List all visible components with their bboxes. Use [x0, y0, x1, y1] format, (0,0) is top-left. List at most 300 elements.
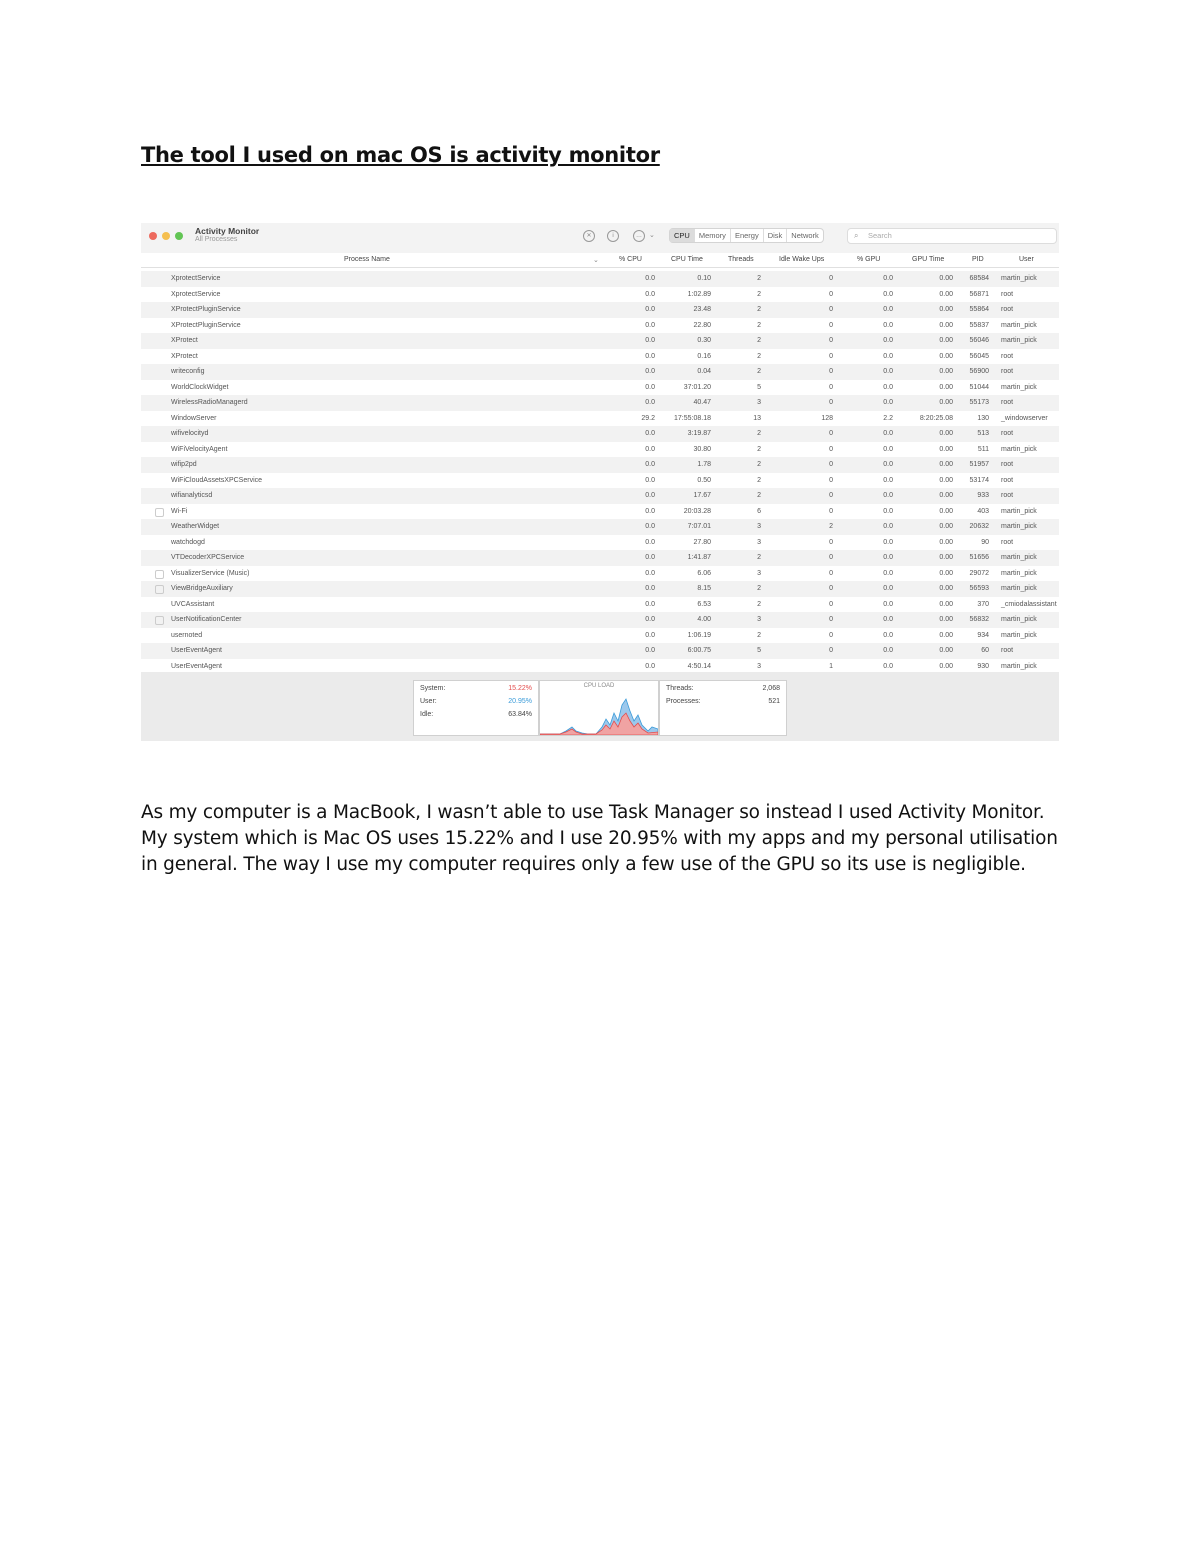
pid-cell: 20632	[969, 523, 989, 530]
gpu-percent-cell: 0.0	[883, 352, 893, 360]
gpu-percent-cell: 0.0	[883, 647, 893, 654]
user-cell: root	[1001, 461, 1014, 468]
gpu-percent-cell: 0.0	[883, 492, 893, 499]
threads-cell: 2	[757, 585, 761, 592]
table-row[interactable]	[141, 535, 1059, 551]
threads-cell: 2	[757, 368, 761, 375]
threads-cell: 2	[757, 476, 761, 484]
pid-cell: 56593	[969, 585, 989, 592]
gpu-time-cell: 0.00	[939, 306, 953, 313]
user-cell: root	[1001, 476, 1014, 484]
threads-cell: 2	[757, 290, 761, 298]
zoom-window-icon[interactable]	[175, 232, 183, 240]
gpu-percent-cell: 0.0	[883, 290, 893, 298]
gpu-time-cell: 0.00	[939, 352, 953, 360]
idle-wake-ups-cell: 0	[829, 430, 833, 437]
process-name-cell: UVCAssistant	[171, 600, 215, 608]
idle-wake-ups-cell: 0	[829, 554, 833, 561]
gpu-percent-cell: 0.0	[883, 631, 893, 639]
search-input[interactable]	[847, 228, 1057, 244]
stop-process-icon[interactable]: ✕	[583, 230, 595, 242]
idle-wake-ups-cell: 128	[821, 414, 833, 422]
idle-wake-ups-cell: 0	[829, 321, 833, 329]
threads-cell: 2	[757, 337, 761, 344]
system-label: System:	[420, 685, 446, 692]
gpu-time-cell: 0.00	[939, 647, 953, 654]
threads-cell: 2	[757, 600, 761, 608]
cpu-percent-cell: 0.0	[645, 507, 655, 515]
cpu-percent-cell: 0.0	[645, 461, 655, 468]
threads-cell: 5	[757, 647, 761, 654]
table-row[interactable]	[141, 349, 1059, 365]
threads-cell: 3	[757, 616, 761, 623]
process-name-cell: writeconfig	[171, 368, 205, 375]
idle-wake-ups-cell: 0	[829, 306, 833, 313]
idle-wake-ups-cell: 0	[829, 399, 833, 406]
cpu-time-cell: 8.15	[697, 585, 711, 592]
cpu-time-cell: 0.04	[697, 368, 711, 375]
processes-value: 521	[768, 698, 780, 705]
col-idle-wake-ups[interactable]: Idle Wake Ups	[779, 256, 825, 263]
gpu-time-cell: 0.00	[939, 600, 953, 608]
process-name-cell: VisualizerService (Music)	[171, 569, 250, 577]
table-row[interactable]	[141, 333, 1059, 349]
table-row[interactable]	[141, 612, 1059, 628]
system-value: 15.22%	[508, 685, 532, 692]
pid-cell: 56900	[969, 368, 989, 375]
gpu-time-cell: 0.00	[939, 445, 953, 453]
tab-disk[interactable]: Disk	[764, 229, 788, 242]
gpu-percent-cell: 0.0	[883, 368, 893, 375]
threads-cell: 2	[757, 352, 761, 360]
user-label: User:	[420, 698, 437, 705]
idle-wake-ups-cell: 0	[829, 383, 833, 391]
gpu-percent-cell: 0.0	[883, 445, 893, 453]
idle-wake-ups-cell: 1	[829, 662, 833, 670]
user-cell: martin_pick	[1001, 662, 1037, 670]
pid-cell: 51656	[969, 554, 989, 561]
table-row[interactable]	[141, 488, 1059, 504]
idle-wake-ups-cell: 0	[829, 538, 833, 546]
pid-cell: 53174	[969, 476, 989, 484]
col-gpu-time[interactable]: GPU Time	[912, 256, 945, 263]
gpu-time-cell: 0.00	[939, 290, 953, 298]
user-cell: martin_pick	[1001, 523, 1037, 530]
idle-wake-ups-cell: 0	[829, 290, 833, 298]
gpu-time-cell: 0.00	[939, 461, 953, 468]
table-row[interactable]	[141, 581, 1059, 597]
cpu-percent-cell: 0.0	[645, 538, 655, 546]
cpu-percent-cell: 0.0	[645, 383, 655, 391]
process-name-cell: XprotectService	[171, 275, 221, 282]
cpu-percent-cell: 0.0	[645, 631, 655, 639]
cpu-time-cell: 17.67	[693, 492, 711, 499]
gpu-percent-cell: 0.0	[883, 306, 893, 313]
pid-cell: 930	[977, 662, 989, 670]
gpu-percent-cell: 0.0	[883, 600, 893, 608]
gpu-percent-cell: 0.0	[883, 399, 893, 406]
table-row[interactable]	[141, 504, 1059, 520]
tab-cpu[interactable]: CPU	[670, 229, 695, 242]
threads-label: Threads:	[666, 685, 694, 692]
gpu-time-cell: 0.00	[939, 662, 953, 670]
cpu-time-cell: 1:06.19	[687, 631, 711, 639]
body-paragraph: As my computer is a MacBook, I wasn’t able to use Task Manager so instead I used Activity Monitor. My system which is Mac OS uses 15.22% and I use 20.95% with my apps and my personal utilisation in general. The way I use my computer requires only a few use of the GPU so its use is negligible.	[141, 802, 1058, 875]
tab-memory[interactable]: Memory	[695, 229, 731, 242]
cpu-time-cell: 1:02.89	[687, 290, 711, 298]
cpu-percent-cell: 29.2	[641, 414, 655, 422]
table-row[interactable]	[141, 411, 1059, 427]
pid-cell: 56046	[969, 337, 989, 344]
table-row[interactable]	[141, 302, 1059, 318]
cpu-load-graph	[540, 691, 658, 735]
user-cell: martin_pick	[1001, 631, 1037, 639]
threads-cell: 3	[757, 538, 761, 546]
idle-wake-ups-cell: 0	[829, 585, 833, 592]
col-user[interactable]: User	[1019, 256, 1034, 263]
user-cell: root	[1001, 430, 1014, 437]
cpu-percentages-panel	[413, 680, 539, 736]
idle-wake-ups-cell: 0	[829, 569, 833, 577]
process-name-cell: WindowServer	[171, 414, 217, 422]
cpu-time-cell: 1:41.87	[687, 554, 711, 561]
table-row[interactable]	[141, 566, 1059, 582]
cpu-percent-cell: 0.0	[645, 476, 655, 484]
cpu-percent-cell: 0.0	[645, 306, 655, 313]
gpu-time-cell: 0.00	[939, 523, 953, 530]
process-table	[141, 271, 1059, 671]
pid-cell: 68584	[969, 275, 989, 282]
cpu-time-cell: 0.10	[697, 275, 711, 282]
process-name-cell: watchdogd	[171, 538, 205, 546]
process-name-cell: WorldClockWidget	[171, 383, 229, 391]
cpu-time-cell: 6.53	[697, 600, 711, 608]
process-name-cell: WiFiCloudAssetsXPCService	[171, 476, 263, 484]
threads-cell: 2	[757, 430, 761, 437]
process-name-cell: XProtectPluginService	[171, 321, 241, 329]
table-row[interactable]	[141, 442, 1059, 458]
cpu-time-cell: 1.78	[697, 461, 711, 468]
threads-cell: 2	[757, 461, 761, 468]
process-name-cell: WeatherWidget	[171, 523, 220, 530]
gpu-percent-cell: 0.0	[883, 321, 893, 329]
pid-cell: 933	[977, 492, 989, 499]
table-row[interactable]	[141, 426, 1059, 442]
process-name-cell: WirelessRadioManagerd	[171, 399, 248, 406]
cpu-time-cell: 6.06	[697, 569, 711, 577]
cpu-percent-cell: 0.0	[645, 647, 655, 654]
gpu-percent-cell: 2.2	[883, 414, 893, 422]
cpu-percent-cell: 0.0	[645, 321, 655, 329]
idle-wake-ups-cell: 0	[829, 368, 833, 375]
process-name-cell: XProtect	[171, 352, 198, 360]
gpu-time-cell: 0.00	[939, 383, 953, 391]
idle-wake-ups-cell: 0	[829, 631, 833, 639]
app-subtitle: All Processes	[195, 236, 238, 243]
user-cell: martin_pick	[1001, 554, 1037, 561]
cpu-time-cell: 40.47	[693, 399, 711, 406]
gpu-time-cell: 0.00	[939, 554, 953, 561]
gpu-percent-cell: 0.0	[883, 662, 893, 670]
chevron-down-icon[interactable]: ⌄	[649, 232, 655, 239]
process-name-cell: XProtect	[171, 337, 198, 344]
cpu-percent-cell: 0.0	[645, 430, 655, 437]
threads-cell: 5	[757, 383, 761, 391]
app-icon	[155, 570, 164, 579]
user-cell: _windowserver	[1001, 414, 1048, 422]
search-icon: ⌕	[854, 231, 859, 240]
user-cell: martin_pick	[1001, 616, 1037, 623]
gpu-time-cell: 0.00	[939, 585, 953, 592]
processes-label: Processes:	[666, 698, 701, 705]
cpu-percent-cell: 0.0	[645, 275, 655, 282]
cpu-time-cell: 4:50.14	[687, 662, 711, 670]
user-cell: root	[1001, 647, 1014, 654]
user-cell: martin_pick	[1001, 337, 1037, 344]
cpu-percent-cell: 0.0	[645, 337, 655, 344]
cpu-percent-cell: 0.0	[645, 399, 655, 406]
gpu-percent-cell: 0.0	[883, 538, 893, 546]
gpu-time-cell: 0.00	[939, 430, 953, 437]
user-cell: root	[1001, 306, 1014, 313]
table-row[interactable]	[141, 597, 1059, 613]
gpu-time-cell: 0.00	[939, 476, 953, 484]
cpu-percent-cell: 0.0	[645, 616, 655, 623]
pid-cell: 511	[977, 445, 989, 453]
idle-wake-ups-cell: 0	[829, 616, 833, 623]
threads-cell: 2	[757, 492, 761, 499]
user-cell: root	[1001, 538, 1014, 546]
gpu-percent-cell: 0.0	[883, 275, 893, 282]
cpu-time-cell: 23.48	[693, 306, 711, 313]
process-name-cell: UserEventAgent	[171, 662, 222, 670]
cpu-load-title: CPU LOAD	[583, 683, 615, 689]
table-row[interactable]	[141, 395, 1059, 411]
search-placeholder: Search	[868, 231, 892, 240]
table-row[interactable]	[141, 550, 1059, 566]
cpu-time-cell: 30.80	[693, 445, 711, 453]
gpu-time-cell: 0.00	[939, 616, 953, 623]
gpu-time-cell: 0.00	[939, 368, 953, 375]
col-pid[interactable]: PID	[972, 256, 984, 263]
gpu-percent-cell: 0.0	[883, 585, 893, 592]
process-name-cell: usernoted	[171, 631, 203, 639]
threads-cell: 2	[757, 445, 761, 453]
process-name-cell: Wi-Fi	[171, 507, 188, 515]
cpu-percent-cell: 0.0	[645, 569, 655, 577]
pid-cell: 513	[977, 430, 989, 437]
pid-cell: 934	[977, 631, 989, 639]
process-name-cell: ViewBridgeAuxiliary	[171, 585, 233, 592]
process-name-cell: wifivelocityd	[171, 430, 209, 437]
activity-monitor-screenshot	[141, 223, 1059, 741]
close-window-icon[interactable]	[149, 232, 157, 240]
gpu-percent-cell: 0.0	[883, 461, 893, 468]
idle-wake-ups-cell: 0	[829, 352, 833, 360]
table-row[interactable]	[141, 519, 1059, 535]
table-row[interactable]	[141, 318, 1059, 334]
info-icon[interactable]: i	[607, 230, 619, 242]
threads-cell: 6	[757, 507, 761, 515]
idle-wake-ups-cell: 0	[829, 492, 833, 499]
process-name-cell: XprotectService	[171, 290, 221, 298]
tab-network[interactable]: Network	[791, 231, 819, 240]
pid-cell: 55173	[969, 399, 989, 406]
pid-cell: 130	[977, 414, 989, 422]
threads-cell: 2	[757, 631, 761, 639]
threads-cell: 3	[757, 399, 761, 406]
cpu-percent-cell: 0.0	[645, 445, 655, 453]
table-row[interactable]	[141, 380, 1059, 396]
process-name-cell: wifianalyticsd	[171, 492, 213, 499]
pid-cell: 60	[981, 647, 989, 654]
table-row[interactable]	[141, 643, 1059, 659]
process-name-cell: wifip2pd	[171, 461, 197, 468]
app-icon	[155, 616, 164, 625]
gpu-time-cell: 0.00	[939, 321, 953, 329]
process-name-cell: UserEventAgent	[171, 647, 222, 654]
gpu-percent-cell: 0.0	[883, 523, 893, 530]
cpu-percent-cell: 0.0	[645, 600, 655, 608]
gpu-time-cell: 0.00	[939, 631, 953, 639]
cpu-percent-cell: 0.0	[645, 368, 655, 375]
process-name-cell: UserNotificationCenter	[171, 616, 242, 623]
cpu-time-cell: 3:19.87	[687, 430, 711, 437]
col-process-name[interactable]: Process Name	[344, 256, 390, 263]
cpu-percent-cell: 0.0	[645, 554, 655, 561]
cpu-percent-cell: 0.0	[645, 662, 655, 670]
user-cell: root	[1001, 352, 1014, 360]
user-cell: root	[1001, 492, 1014, 499]
gpu-time-cell: 8:20:25.08	[919, 414, 953, 422]
user-cell: martin_pick	[1001, 321, 1037, 329]
user-cell: root	[1001, 290, 1014, 298]
cpu-time-cell: 4.00	[697, 616, 711, 623]
cpu-summary-bar	[141, 672, 1059, 741]
cpu-time-cell: 0.16	[697, 352, 711, 360]
idle-wake-ups-cell: 0	[829, 476, 833, 484]
threads-cell: 2	[757, 275, 761, 282]
idle-label: Idle:	[420, 711, 434, 718]
cpu-time-cell: 20:03.28	[683, 507, 711, 515]
idle-wake-ups-cell: 0	[829, 337, 833, 344]
user-cell: _cmiodalassistant	[1001, 600, 1057, 608]
user-cell: root	[1001, 368, 1014, 375]
pid-cell: 56871	[969, 290, 989, 298]
gpu-percent-cell: 0.0	[883, 476, 893, 484]
gpu-time-cell: 0.00	[939, 337, 953, 344]
app-title: Activity Monitor	[195, 226, 260, 236]
pid-cell: 51044	[969, 383, 989, 391]
cpu-time-cell: 22.80	[693, 321, 711, 329]
col-cpu-time[interactable]: CPU Time	[671, 256, 703, 263]
idle-wake-ups-cell: 0	[829, 445, 833, 453]
table-row[interactable]	[141, 628, 1059, 644]
idle-wake-ups-cell: 0	[829, 275, 833, 282]
gpu-percent-cell: 0.0	[883, 430, 893, 437]
gpu-time-cell: 0.00	[939, 275, 953, 282]
pid-cell: 403	[977, 507, 989, 515]
idle-wake-ups-cell: 0	[829, 600, 833, 608]
cpu-time-cell: 37:01.20	[683, 383, 711, 391]
pid-cell: 29072	[969, 569, 989, 577]
pid-cell: 56832	[969, 616, 989, 623]
gpu-percent-cell: 0.0	[883, 507, 893, 515]
threads-cell: 3	[757, 569, 761, 577]
cpu-percent-cell: 0.0	[645, 585, 655, 592]
table-row[interactable]	[141, 473, 1059, 489]
gpu-time-cell: 0.00	[939, 569, 953, 577]
gpu-percent-cell: 0.0	[883, 569, 893, 577]
more-actions-icon[interactable]: …	[633, 230, 645, 242]
tab-bar	[669, 228, 824, 243]
cpu-percent-cell: 0.0	[645, 290, 655, 298]
cpu-percent-cell: 0.0	[645, 523, 655, 530]
idle-wake-ups-cell: 0	[829, 647, 833, 654]
pid-cell: 51957	[969, 461, 989, 468]
table-row[interactable]	[141, 659, 1059, 672]
idle-wake-ups-cell: 0	[829, 461, 833, 468]
process-name-cell: XProtectPluginService	[171, 306, 241, 313]
threads-cell: 3	[757, 523, 761, 530]
table-row[interactable]	[141, 271, 1059, 287]
pid-cell: 90	[981, 538, 989, 546]
sort-chevron-icon[interactable]: ⌄	[593, 257, 599, 264]
minimize-window-icon[interactable]	[162, 232, 170, 240]
threads-cell: 2	[757, 321, 761, 329]
user-cell: martin_pick	[1001, 445, 1037, 453]
gpu-percent-cell: 0.0	[883, 554, 893, 561]
process-name-cell: VTDecoderXPCService	[171, 554, 245, 561]
user-cell: martin_pick	[1001, 585, 1037, 592]
table-row[interactable]	[141, 364, 1059, 380]
cpu-percent-cell: 0.0	[645, 492, 655, 499]
cpu-time-cell: 27.80	[693, 538, 711, 546]
pid-cell: 55864	[969, 306, 989, 313]
idle-value: 63.84%	[508, 711, 532, 718]
cpu-percent-cell: 0.0	[645, 352, 655, 360]
col-cpu[interactable]: % CPU	[619, 256, 642, 263]
cpu-load-panel	[539, 680, 659, 736]
tab-energy[interactable]: Energy	[731, 229, 764, 242]
idle-wake-ups-cell: 0	[829, 507, 833, 515]
column-headers	[141, 253, 1059, 268]
user-value: 20.95%	[508, 698, 532, 705]
col-gpu[interactable]: % GPU	[857, 256, 881, 263]
gpu-time-cell: 0.00	[939, 538, 953, 546]
cpu-time-cell: 6:00.75	[687, 647, 711, 654]
table-row[interactable]	[141, 457, 1059, 473]
table-row[interactable]	[141, 287, 1059, 303]
cpu-time-cell: 0.50	[697, 476, 711, 484]
pid-cell: 56045	[969, 352, 989, 360]
cpu-time-cell: 17:55:08.18	[674, 414, 711, 422]
user-cell: root	[1001, 399, 1014, 406]
pid-cell: 370	[977, 600, 989, 608]
process-name-cell: WiFiVelocityAgent	[171, 445, 228, 453]
gpu-time-cell: 0.00	[939, 492, 953, 499]
gpu-time-cell: 0.00	[939, 507, 953, 515]
user-cell: martin_pick	[1001, 569, 1037, 577]
gpu-percent-cell: 0.0	[883, 383, 893, 391]
threads-cell: 2	[757, 554, 761, 561]
user-cell: martin_pick	[1001, 507, 1037, 515]
threads-cell: 2	[757, 306, 761, 313]
threads-value: 2,068	[762, 685, 780, 692]
window-titlebar	[141, 223, 1059, 253]
cpu-time-cell: 0.30	[697, 337, 711, 344]
col-threads[interactable]: Threads	[728, 256, 754, 263]
